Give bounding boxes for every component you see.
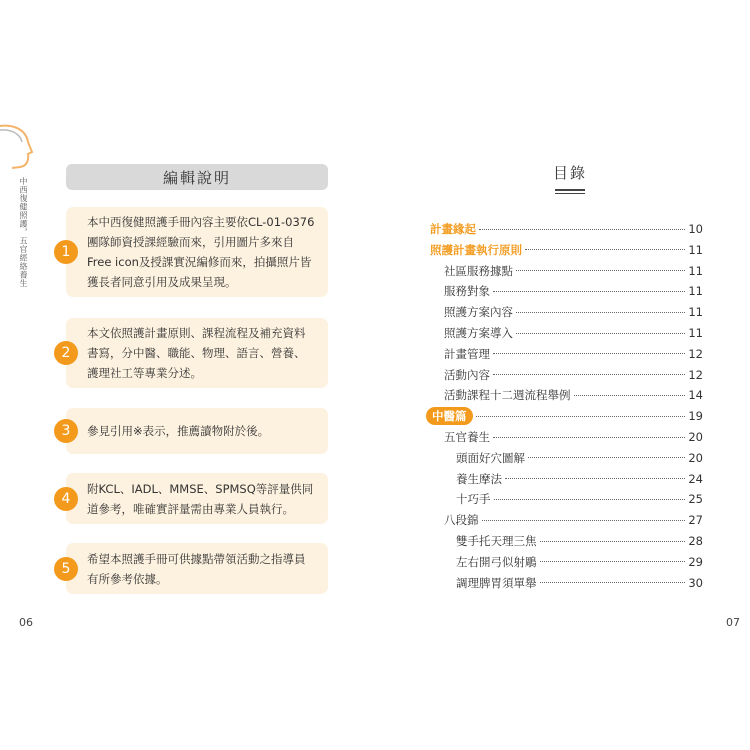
- note-line: 附KCL、IADL、MMSE、SPMSQ等評量供同: [87, 481, 314, 496]
- toc-entry-page: 20: [688, 450, 703, 465]
- toc-entry-page: 10: [688, 222, 703, 236]
- toc-leader-dots: [493, 374, 685, 375]
- toc-leader-dots: [540, 541, 686, 542]
- toc-entry[interactable]: [444, 427, 703, 447]
- toc-leader-dots: [493, 353, 685, 354]
- note-text: [87, 549, 306, 589]
- toc-title-underline-thin: [555, 193, 585, 194]
- toc-entry-label: 調理脾胃須單舉: [456, 575, 537, 590]
- toc-leader-dots: [482, 520, 686, 521]
- toc-entry-page: 11: [688, 284, 703, 299]
- note-line: 參見引用※表示，推薦讀物附於後。: [87, 424, 270, 438]
- toc-entry[interactable]: [444, 510, 703, 530]
- note-number-badge: 3: [54, 419, 78, 443]
- toc-entry-label: 服務對象: [444, 284, 490, 299]
- right-page-number: 07: [726, 616, 740, 629]
- toc-entry-label: 中醫篇: [426, 407, 473, 425]
- note-item: [61, 207, 328, 297]
- toc-entry-label: 養生摩法: [456, 471, 502, 486]
- toc-entry-label: 活動課程十二週流程舉例: [444, 388, 571, 403]
- toc-leader-dots: [516, 333, 685, 334]
- toc-leader-dots: [574, 395, 686, 396]
- note-number-badge: 2: [54, 341, 78, 365]
- left-page-number: 06: [19, 616, 33, 629]
- toc-entry-label: 活動內容: [444, 367, 490, 382]
- note-text: [87, 212, 314, 292]
- note-text: [87, 479, 313, 519]
- toc-entry-label: 社區服務據點: [444, 263, 513, 278]
- toc-entry-label: 八段錦: [444, 513, 479, 528]
- toc-entry-label: 計畫管理: [444, 346, 490, 361]
- note-text: [87, 323, 306, 383]
- toc-entry-page: 11: [688, 326, 703, 340]
- toc-entry-page: 25: [688, 492, 703, 507]
- toc-leader-dots: [505, 478, 685, 479]
- toc-leader-dots: [516, 270, 685, 271]
- toc-entry[interactable]: [426, 406, 703, 426]
- toc-leader-dots: [494, 499, 686, 500]
- toc-entry-label: 照護方案導入: [444, 326, 513, 340]
- note-line: 希望本照護手冊可供據點帶領活動之指導員: [87, 551, 306, 566]
- toc-entry[interactable]: [444, 385, 703, 405]
- toc-leader-dots: [476, 416, 686, 417]
- toc-entry-page: 27: [688, 513, 703, 528]
- toc-entry[interactable]: [444, 344, 703, 364]
- toc-entry-label: 雙手托天理三焦: [456, 534, 537, 548]
- note-text: [87, 421, 269, 441]
- toc-entry-label: 左右開弓似射鵰: [456, 554, 537, 569]
- toc-leader-dots: [540, 582, 686, 583]
- note-line: 護理社工等專業分述。: [87, 366, 202, 380]
- toc-leader-dots: [528, 457, 685, 458]
- note-number-badge: 4: [54, 487, 78, 511]
- toc-entry[interactable]: [456, 552, 703, 572]
- toc-entry[interactable]: [430, 240, 703, 260]
- toc-entry-page: 29: [688, 554, 703, 569]
- note-item: [61, 473, 328, 524]
- note-line: Free icon及授課實況編修而來，拍攝照片皆: [87, 255, 312, 269]
- note-number-badge: 5: [54, 557, 78, 581]
- toc-entry[interactable]: [456, 448, 703, 468]
- toc-entry-label: 十巧手: [456, 492, 491, 507]
- toc-entry-label: 計畫緣起: [430, 222, 476, 236]
- toc-leader-dots: [493, 437, 685, 438]
- note-line: 本中西復健照護手冊內容主要依CL-01-0376: [87, 215, 315, 229]
- toc-title-underline: [555, 189, 585, 191]
- toc-entry-page: 20: [688, 430, 703, 444]
- editorial-notes-title: 編輯說明: [66, 164, 328, 190]
- note-line: 本文依照護計畫原則、課程流程及補充資料: [87, 326, 306, 340]
- note-number-badge: 1: [54, 240, 78, 264]
- toc-entry-page: 12: [688, 367, 703, 382]
- toc-entry-page: 12: [688, 346, 703, 361]
- toc-entry[interactable]: [456, 531, 703, 551]
- toc-entry[interactable]: [444, 323, 703, 343]
- toc-entry[interactable]: [444, 261, 703, 281]
- toc-entry-page: 11: [688, 242, 703, 257]
- note-line: 團隊師資授課經驗而來，引用圖片多來自: [87, 235, 294, 249]
- note-item: [61, 408, 328, 454]
- toc-entry[interactable]: [456, 573, 703, 593]
- note-line: 獲長者同意引用及成果呈現。: [87, 275, 237, 289]
- toc-entry[interactable]: [444, 365, 703, 385]
- toc-entry[interactable]: [444, 281, 703, 301]
- toc-entry-page: 24: [688, 471, 703, 486]
- toc-entry-page: 14: [688, 388, 703, 403]
- toc-entry[interactable]: [430, 219, 703, 239]
- toc-leader-dots: [493, 291, 685, 292]
- note-line: 道參考，唯確實評量需由專業人員執行。: [87, 501, 294, 516]
- toc-leader-dots: [516, 312, 685, 313]
- note-line: 有所參考依據。: [87, 571, 168, 586]
- toc-entry-page: 11: [688, 305, 703, 320]
- toc-entry-label: 五官養生: [444, 430, 490, 444]
- toc-entry[interactable]: [456, 469, 703, 489]
- side-label: 中西復健照護，五官經絡養生: [19, 177, 28, 288]
- toc-leader-dots: [479, 229, 685, 230]
- toc-entry-label: 照護計畫執行原則: [430, 242, 522, 257]
- toc-entry-label: 照護方案內容: [444, 305, 513, 320]
- face-outline-icon: [0, 122, 36, 172]
- toc-leader-dots: [525, 249, 685, 250]
- note-item: [61, 543, 328, 594]
- toc-entry[interactable]: [456, 489, 703, 509]
- toc-entry-label: 頭面好穴圖解: [456, 450, 525, 465]
- note-item: [61, 318, 328, 388]
- toc-entry-page: 11: [688, 263, 703, 278]
- toc-entry-page: 28: [688, 534, 703, 548]
- toc-entry[interactable]: [444, 302, 703, 322]
- note-line: 書寫，分中醫、職能、物理、語言、營養、: [87, 346, 306, 360]
- toc-leader-dots: [540, 561, 686, 562]
- toc-title: 目錄: [552, 164, 587, 182]
- toc-entry-page: 19: [688, 409, 703, 424]
- toc-entry-page: 30: [688, 575, 703, 590]
